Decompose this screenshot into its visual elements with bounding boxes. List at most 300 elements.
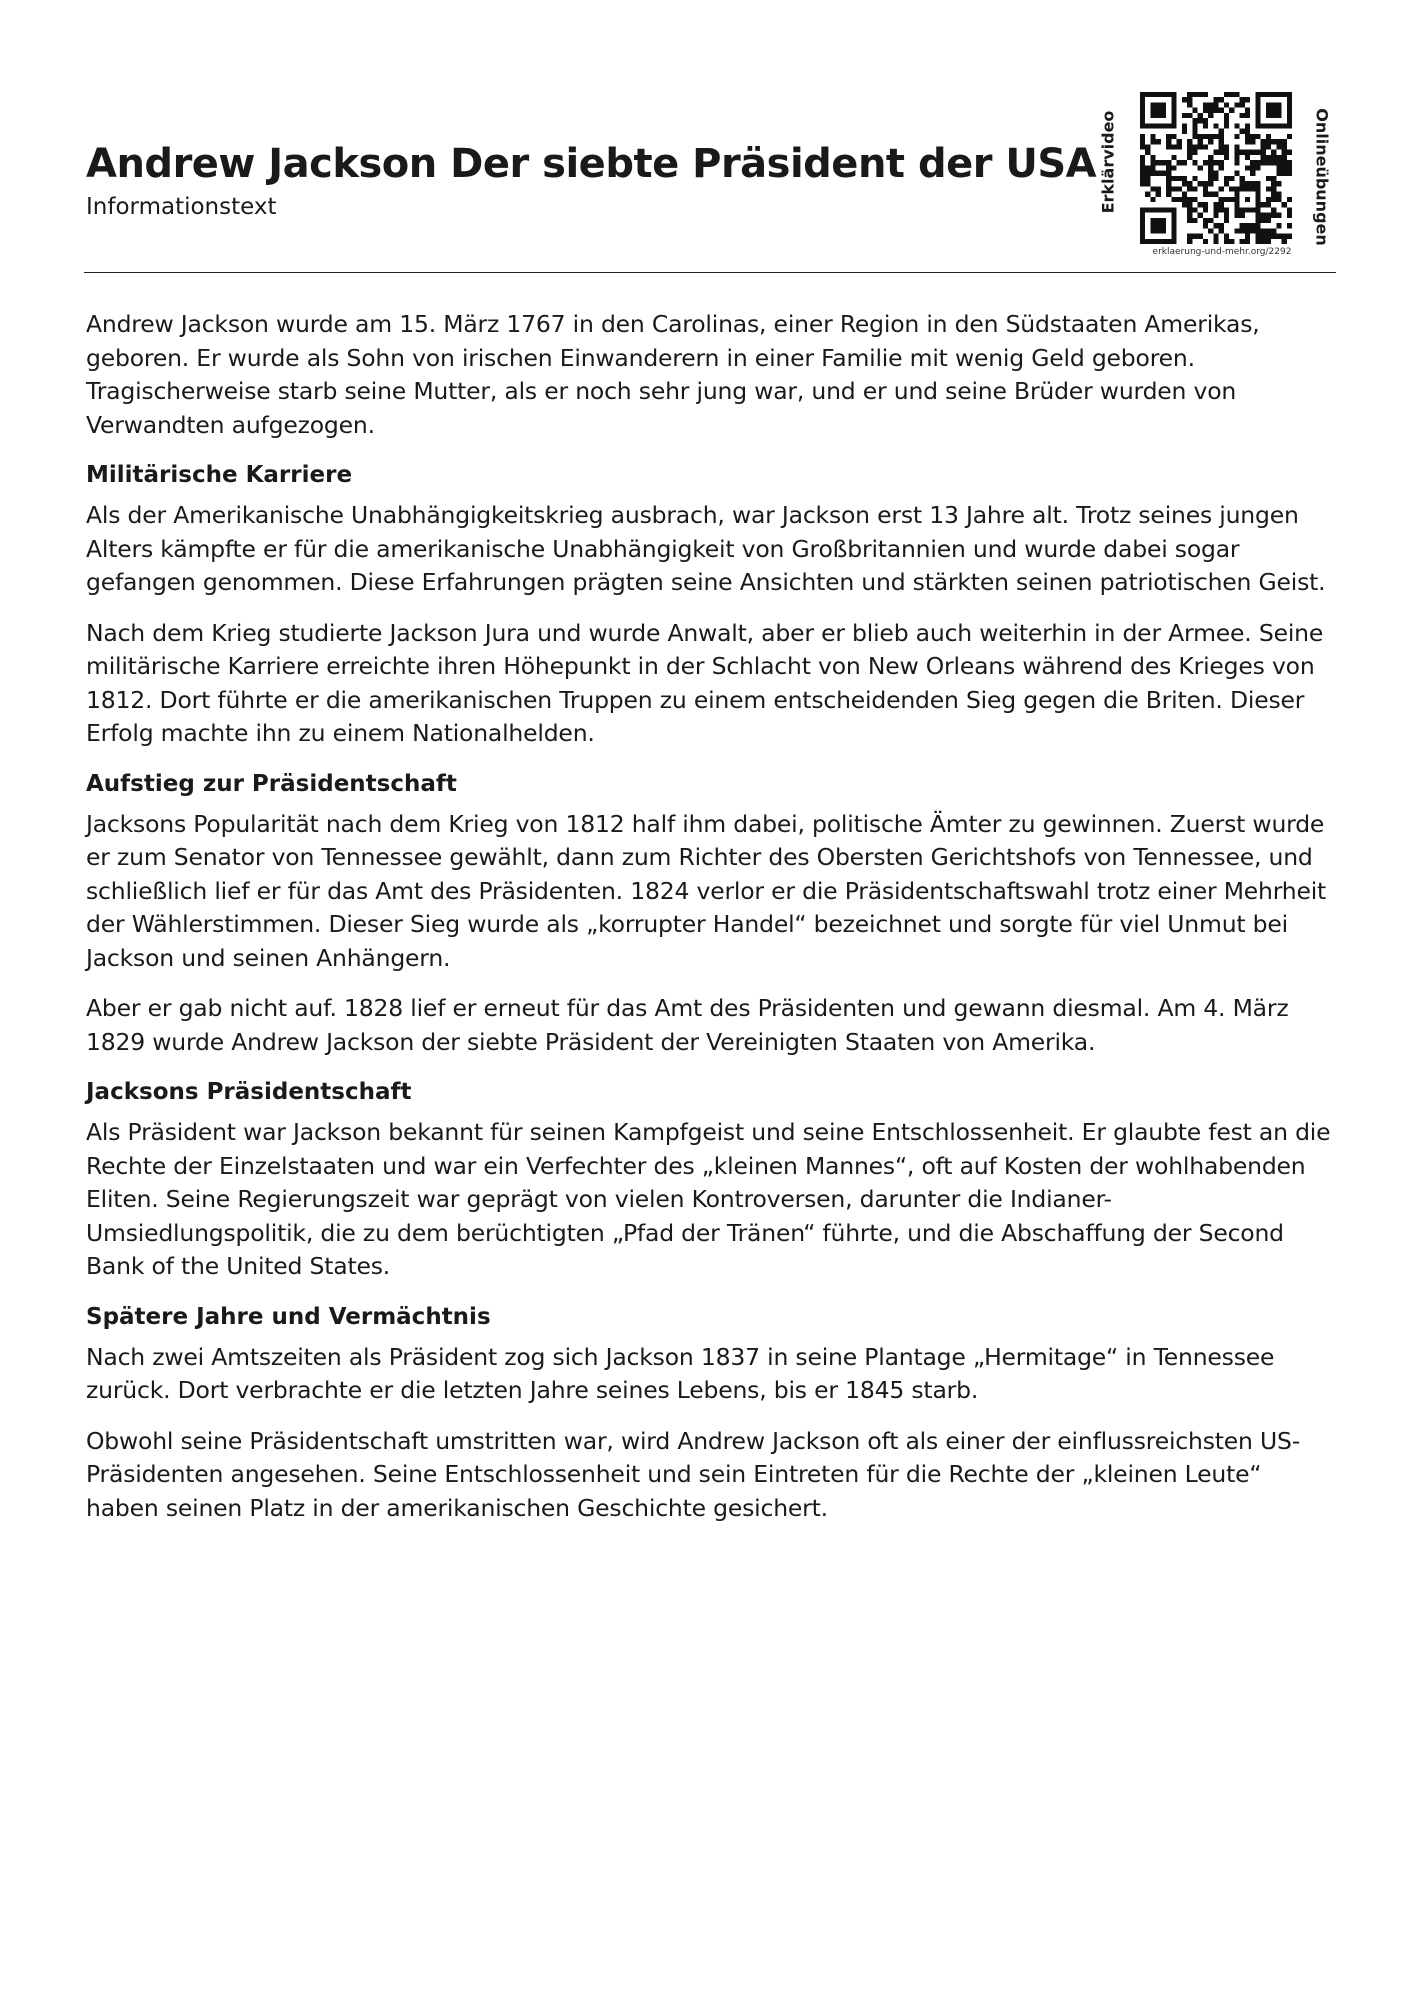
qr-module xyxy=(1266,134,1271,139)
qr-module xyxy=(1145,171,1150,176)
qr-module xyxy=(1145,181,1150,186)
qr-module xyxy=(1166,192,1171,197)
qr-module xyxy=(1245,186,1250,191)
qr-module xyxy=(1156,160,1161,165)
qr-module xyxy=(1224,155,1229,160)
qr-module xyxy=(1161,218,1166,223)
qr-module xyxy=(1182,160,1187,165)
qr-module xyxy=(1271,228,1276,233)
qr-module xyxy=(1187,92,1192,97)
qr-module xyxy=(1187,150,1192,155)
qr-module xyxy=(1208,171,1213,176)
qr-module xyxy=(1240,207,1245,212)
qr-module xyxy=(1282,123,1287,128)
qr-label-right xyxy=(1302,92,1342,262)
qr-module xyxy=(1271,155,1276,160)
qr-module xyxy=(1140,171,1145,176)
qr-module xyxy=(1161,123,1166,128)
qr-module xyxy=(1187,218,1192,223)
qr-module xyxy=(1266,160,1271,165)
qr-module xyxy=(1192,92,1197,97)
qr-module xyxy=(1234,144,1239,149)
qr-module xyxy=(1161,113,1166,118)
qr-module xyxy=(1276,181,1281,186)
qr-module xyxy=(1166,134,1171,139)
qr-module xyxy=(1156,207,1161,212)
qr-module xyxy=(1187,144,1192,149)
qr-module xyxy=(1171,207,1176,212)
qr-code-icon[interactable] xyxy=(1140,92,1292,244)
header xyxy=(86,140,1097,222)
qr-module xyxy=(1208,113,1213,118)
qr-module xyxy=(1219,223,1224,228)
qr-module xyxy=(1271,213,1276,218)
qr-module xyxy=(1266,218,1271,223)
qr-module xyxy=(1213,207,1218,212)
qr-module xyxy=(1198,92,1203,97)
qr-module xyxy=(1156,186,1161,191)
qr-module xyxy=(1192,207,1197,212)
qr-module xyxy=(1208,192,1213,197)
qr-module xyxy=(1240,181,1245,186)
section-heading-military: Militärische Karriere xyxy=(86,462,353,488)
qr-module xyxy=(1171,165,1176,170)
qr-module xyxy=(1166,207,1171,212)
qr-module xyxy=(1271,92,1276,97)
qr-module xyxy=(1156,192,1161,197)
qr-module xyxy=(1224,118,1229,123)
qr-module xyxy=(1240,150,1245,155)
qr-module xyxy=(1203,160,1208,165)
qr-module xyxy=(1234,192,1239,197)
qr-module xyxy=(1213,97,1218,102)
qr-module xyxy=(1150,218,1155,223)
qr-module xyxy=(1219,160,1224,165)
qr-module xyxy=(1255,97,1260,102)
qr-module xyxy=(1208,160,1213,165)
qr-module xyxy=(1224,176,1229,181)
qr-module xyxy=(1276,155,1281,160)
qr-module xyxy=(1140,234,1145,239)
qr-module xyxy=(1192,134,1197,139)
qr-module xyxy=(1198,139,1203,144)
qr-module xyxy=(1219,197,1224,202)
qr-module xyxy=(1245,139,1250,144)
qr-module xyxy=(1150,171,1155,176)
qr-module xyxy=(1166,92,1171,97)
qr-module xyxy=(1171,134,1176,139)
qr-module xyxy=(1187,197,1192,202)
qr-module xyxy=(1219,97,1224,102)
page-title: Andrew Jackson Der siebte Präsident der USA xyxy=(86,141,1097,187)
qr-module xyxy=(1282,139,1287,144)
qr-label-left xyxy=(1088,92,1128,232)
qr-module xyxy=(1261,160,1266,165)
qr-module xyxy=(1198,118,1203,123)
rise-paragraph-1: Jacksons Popularität nach dem Krieg von 1812 half ihm dabei, politische Ämter zu gewinnen. Zuerst wurde er zum Senator von Tennessee gewählt, dann zum Richter des Obersten Gerichtshofs von Tennessee, und schließlich lief er für das Amt des Präsidenten. 1824 verlor er die Präsidentschaftswahl trotz einer Mehrheit der Wählerstimmen. Dieser Sieg wurde als „korrupter Handel“ bezeichnet und sorgte für viel Unmut bei Jackson und seinen Anhängern. xyxy=(86,809,1327,972)
qr-module xyxy=(1255,223,1260,228)
qr-module xyxy=(1234,134,1239,139)
qr-module xyxy=(1234,92,1239,97)
qr-module xyxy=(1187,186,1192,191)
qr-module xyxy=(1150,228,1155,233)
qr-module xyxy=(1198,134,1203,139)
qr-module xyxy=(1161,171,1166,176)
qr-module xyxy=(1250,160,1255,165)
qr-module xyxy=(1245,165,1250,170)
qr-module xyxy=(1140,139,1145,144)
qr-module xyxy=(1224,234,1229,239)
qr-module xyxy=(1161,102,1166,107)
qr-module xyxy=(1182,113,1187,118)
qr-module xyxy=(1271,207,1276,212)
qr-module xyxy=(1219,202,1224,207)
qr-module xyxy=(1213,192,1218,197)
qr-module xyxy=(1182,97,1187,102)
qr-module xyxy=(1192,176,1197,181)
qr-module xyxy=(1156,171,1161,176)
qr-module xyxy=(1156,239,1161,244)
qr-module xyxy=(1177,186,1182,191)
qr-module xyxy=(1224,150,1229,155)
qr-module xyxy=(1145,144,1150,149)
qr-module xyxy=(1140,181,1145,186)
qr-module xyxy=(1255,239,1260,244)
legacy-paragraph-2: Obwohl seine Präsidentschaft umstritten war, wird Andrew Jackson oft als einer der einflussreichsten US-Präsidenten angesehen. Seine Entschlossenheit und sein Eintreten für die Rechte der „kleinen Leute“ haben seinen Platz in der amerikanischen Geschichte gesichert. xyxy=(86,1426,1300,1522)
qr-module xyxy=(1245,108,1250,113)
qr-module xyxy=(1250,186,1255,191)
qr-module xyxy=(1171,197,1176,202)
qr-module xyxy=(1224,218,1229,223)
qr-module xyxy=(1229,186,1234,191)
qr-module xyxy=(1140,102,1145,107)
qr-module xyxy=(1245,134,1250,139)
qr-module xyxy=(1255,160,1260,165)
qr-module xyxy=(1192,144,1197,149)
qr-module xyxy=(1240,102,1245,107)
qr-module xyxy=(1276,213,1281,218)
qr-module xyxy=(1140,228,1145,233)
qr-module xyxy=(1145,150,1150,155)
qr-module xyxy=(1250,139,1255,144)
qr-module xyxy=(1166,123,1171,128)
qr-module xyxy=(1255,92,1260,97)
qr-module xyxy=(1161,239,1166,244)
qr-module xyxy=(1140,160,1145,165)
qr-module xyxy=(1287,207,1292,212)
qr-module xyxy=(1192,186,1197,191)
qr-module xyxy=(1192,160,1197,165)
qr-module xyxy=(1171,218,1176,223)
qr-module xyxy=(1208,134,1213,139)
qr-module xyxy=(1171,223,1176,228)
qr-module xyxy=(1266,234,1271,239)
qr-module xyxy=(1255,102,1260,107)
intro-paragraph: Andrew Jackson wurde am 15. März 1767 in den Carolinas, einer Region in den Südstaaten Amerikas, geboren. Er wurde als Sohn von irischen Einwanderern in einer Familie mit wenig Geld geboren. Tragischerweise starb seine Mutter, als er noch sehr jung war, und er und seine Brüder wurden von Verwandten aufgezogen. xyxy=(86,310,1260,439)
qr-module xyxy=(1171,123,1176,128)
qr-module xyxy=(1203,92,1208,97)
qr-module xyxy=(1240,223,1245,228)
qr-module xyxy=(1219,165,1224,170)
qr-module xyxy=(1245,207,1250,212)
qr-module xyxy=(1224,123,1229,128)
section-heading-legacy: Spätere Jahre und Vermächtnis xyxy=(86,1303,491,1330)
qr-module xyxy=(1266,239,1271,244)
qr-module xyxy=(1276,113,1281,118)
qr-module xyxy=(1177,139,1182,144)
qr-module xyxy=(1229,197,1234,202)
qr-module xyxy=(1150,186,1155,191)
qr-module xyxy=(1140,207,1145,212)
qr-module xyxy=(1161,160,1166,165)
qr-module xyxy=(1287,118,1292,123)
legacy-paragraph-1: Nach zwei Amtszeiten als Präsident zog sich Jackson 1837 in seine Plantage „Hermitage“ in Tennessee zurück. Dort verbrachte er die letzten Jahre seines Lebens, bis er 1845 starb. xyxy=(86,1342,1275,1404)
qr-module xyxy=(1140,155,1145,160)
qr-module xyxy=(1287,197,1292,202)
qr-module xyxy=(1245,123,1250,128)
qr-module xyxy=(1219,150,1224,155)
qr-module xyxy=(1287,113,1292,118)
qr-module xyxy=(1187,202,1192,207)
qr-module xyxy=(1140,123,1145,128)
qr-module xyxy=(1261,123,1266,128)
qr-module xyxy=(1240,176,1245,181)
qr-module xyxy=(1266,102,1271,107)
qr-module xyxy=(1261,92,1266,97)
qr-module xyxy=(1182,181,1187,186)
qr-module xyxy=(1276,223,1281,228)
qr-module xyxy=(1219,228,1224,233)
qr-module xyxy=(1182,129,1187,134)
qr-module xyxy=(1150,113,1155,118)
qr-module xyxy=(1234,171,1239,176)
qr-module xyxy=(1150,160,1155,165)
qr-module xyxy=(1261,150,1266,155)
qr-module xyxy=(1276,171,1281,176)
qr-module xyxy=(1271,234,1276,239)
qr-module xyxy=(1266,108,1271,113)
qr-module xyxy=(1271,102,1276,107)
qr-module xyxy=(1177,160,1182,165)
qr-module xyxy=(1266,113,1271,118)
qr-module xyxy=(1276,160,1281,165)
qr-module xyxy=(1203,202,1208,207)
qr-module xyxy=(1140,92,1145,97)
qr-module xyxy=(1282,202,1287,207)
header-divider xyxy=(84,272,1336,273)
qr-module xyxy=(1282,165,1287,170)
qr-module xyxy=(1156,113,1161,118)
qr-module xyxy=(1166,165,1171,170)
qr-module xyxy=(1266,213,1271,218)
online-exercises-label: Onlineübungen xyxy=(1312,108,1332,246)
qr-module xyxy=(1261,139,1266,144)
qr-module xyxy=(1245,97,1250,102)
qr-module xyxy=(1140,97,1145,102)
qr-module xyxy=(1224,92,1229,97)
qr-module xyxy=(1213,171,1218,176)
qr-module xyxy=(1245,150,1250,155)
qr-module xyxy=(1140,113,1145,118)
presidency-paragraph-1: Als Präsident war Jackson bekannt für seinen Kampfgeist und seine Entschlossenheit. Er glaubte fest an die Rechte der Einzelstaaten und war ein Verfechter des „kleinen Mannes“, oft auf Kosten der wohlhabenden Eliten. Seine Regierungszeit war geprägt von vielen Kontroversen, darunter die Indianer-Umsiedlungspolitik, die zu dem berüchtigten „Pfad der Tränen“ führte, und die Abschaffung der Second Bank of the United States. xyxy=(86,1118,1331,1280)
qr-module xyxy=(1245,155,1250,160)
qr-module xyxy=(1192,118,1197,123)
qr-module xyxy=(1234,186,1239,191)
section-heading-presidency: Jacksons Präsidentschaft xyxy=(86,1079,412,1105)
qr-module xyxy=(1208,102,1213,107)
qr-module xyxy=(1182,192,1187,197)
qr-module xyxy=(1140,213,1145,218)
qr-module xyxy=(1140,176,1145,181)
qr-module xyxy=(1203,239,1208,244)
qr-module xyxy=(1255,213,1260,218)
qr-module xyxy=(1192,218,1197,223)
qr-module xyxy=(1287,123,1292,128)
qr-module xyxy=(1271,192,1276,197)
qr-module xyxy=(1145,92,1150,97)
qr-module xyxy=(1150,102,1155,107)
qr-module xyxy=(1224,207,1229,212)
qr-module xyxy=(1187,239,1192,244)
qr-module xyxy=(1145,123,1150,128)
qr-module xyxy=(1266,92,1271,97)
qr-module xyxy=(1240,186,1245,191)
qr-module xyxy=(1150,108,1155,113)
qr-module xyxy=(1287,213,1292,218)
qr-module xyxy=(1255,218,1260,223)
qr-module xyxy=(1271,160,1276,165)
qr-module xyxy=(1245,129,1250,134)
qr-module xyxy=(1224,213,1229,218)
qr-module xyxy=(1234,228,1239,233)
qr-module xyxy=(1245,197,1250,202)
qr-module xyxy=(1240,213,1245,218)
qr-module xyxy=(1187,155,1192,160)
qr-module xyxy=(1261,213,1266,218)
qr-module xyxy=(1203,186,1208,191)
qr-module xyxy=(1187,181,1192,186)
qr-module xyxy=(1171,97,1176,102)
qr-module xyxy=(1171,213,1176,218)
qr-module xyxy=(1140,108,1145,113)
qr-module xyxy=(1250,171,1255,176)
qr-module xyxy=(1140,223,1145,228)
qr-module xyxy=(1276,139,1281,144)
qr-module xyxy=(1171,118,1176,123)
qr-module xyxy=(1187,139,1192,144)
qr-module xyxy=(1150,134,1155,139)
qr-module xyxy=(1150,239,1155,244)
qr-module xyxy=(1150,165,1155,170)
qr-module xyxy=(1203,223,1208,228)
qr-module xyxy=(1208,228,1213,233)
qr-module xyxy=(1140,218,1145,223)
qr-module xyxy=(1166,171,1171,176)
qr-module xyxy=(1219,207,1224,212)
military-paragraph-1: Als der Amerikanische Unabhängigkeitskrieg ausbrach, war Jackson erst 13 Jahre alt. Trotz seines jungen Alters kämpfte er für die amerikanische Unabhängigkeit von Großbritannien und wurde dabei sogar gefangen genommen. Diese Erfahrungen prägten seine Ansichten und stärkten seinen patriotischen Geist. xyxy=(86,501,1326,596)
qr-module xyxy=(1224,102,1229,107)
qr-module xyxy=(1203,134,1208,139)
qr-module xyxy=(1287,223,1292,228)
qr-module xyxy=(1203,118,1208,123)
qr-module xyxy=(1245,239,1250,244)
qr-module xyxy=(1234,207,1239,212)
qr-module xyxy=(1255,134,1260,139)
qr-module xyxy=(1213,213,1218,218)
qr-module xyxy=(1255,228,1260,233)
qr-module xyxy=(1255,234,1260,239)
qr-module xyxy=(1145,165,1150,170)
qr-module xyxy=(1282,150,1287,155)
qr-module xyxy=(1240,113,1245,118)
qr-module xyxy=(1287,92,1292,97)
qr-module xyxy=(1287,108,1292,113)
qr-module xyxy=(1145,207,1150,212)
qr-module xyxy=(1255,108,1260,113)
qr-module xyxy=(1156,108,1161,113)
qr-module xyxy=(1271,113,1276,118)
qr-module xyxy=(1234,160,1239,165)
qr-module xyxy=(1271,123,1276,128)
qr-module xyxy=(1250,134,1255,139)
qr-module xyxy=(1140,165,1145,170)
qr-module xyxy=(1213,239,1218,244)
qr-module xyxy=(1250,150,1255,155)
qr-module xyxy=(1282,92,1287,97)
qr-module xyxy=(1192,197,1197,202)
qr-caption-url[interactable]: erklaerung-und-mehr.org/2292 xyxy=(1152,247,1292,257)
qr-module xyxy=(1276,234,1281,239)
qr-module xyxy=(1224,144,1229,149)
qr-module xyxy=(1203,192,1208,197)
qr-module xyxy=(1213,202,1218,207)
qr-module xyxy=(1234,123,1239,128)
qr-module xyxy=(1224,197,1229,202)
qr-module xyxy=(1219,186,1224,191)
qr-module xyxy=(1156,139,1161,144)
qr-module xyxy=(1287,171,1292,176)
qr-module xyxy=(1271,176,1276,181)
qr-module xyxy=(1213,134,1218,139)
qr-module xyxy=(1150,92,1155,97)
qr-module xyxy=(1266,228,1271,233)
qr-module xyxy=(1198,165,1203,170)
qr-module xyxy=(1150,123,1155,128)
qr-module xyxy=(1213,108,1218,113)
qr-module xyxy=(1276,102,1281,107)
qr-module xyxy=(1140,118,1145,123)
qr-module xyxy=(1166,139,1171,144)
qr-module xyxy=(1145,176,1150,181)
qr-module xyxy=(1282,239,1287,244)
qr-module xyxy=(1171,102,1176,107)
qr-module xyxy=(1213,123,1218,128)
qr-module xyxy=(1208,108,1213,113)
qr-module xyxy=(1245,223,1250,228)
qr-module xyxy=(1240,228,1245,233)
qr-module xyxy=(1245,181,1250,186)
qr-module xyxy=(1250,165,1255,170)
qr-module xyxy=(1171,108,1176,113)
qr-module xyxy=(1198,144,1203,149)
qr-module xyxy=(1166,176,1171,181)
qr-module xyxy=(1266,202,1271,207)
qr-module xyxy=(1171,92,1176,97)
qr-module xyxy=(1208,218,1213,223)
qr-module xyxy=(1261,228,1266,233)
qr-module xyxy=(1287,134,1292,139)
qr-module xyxy=(1203,218,1208,223)
